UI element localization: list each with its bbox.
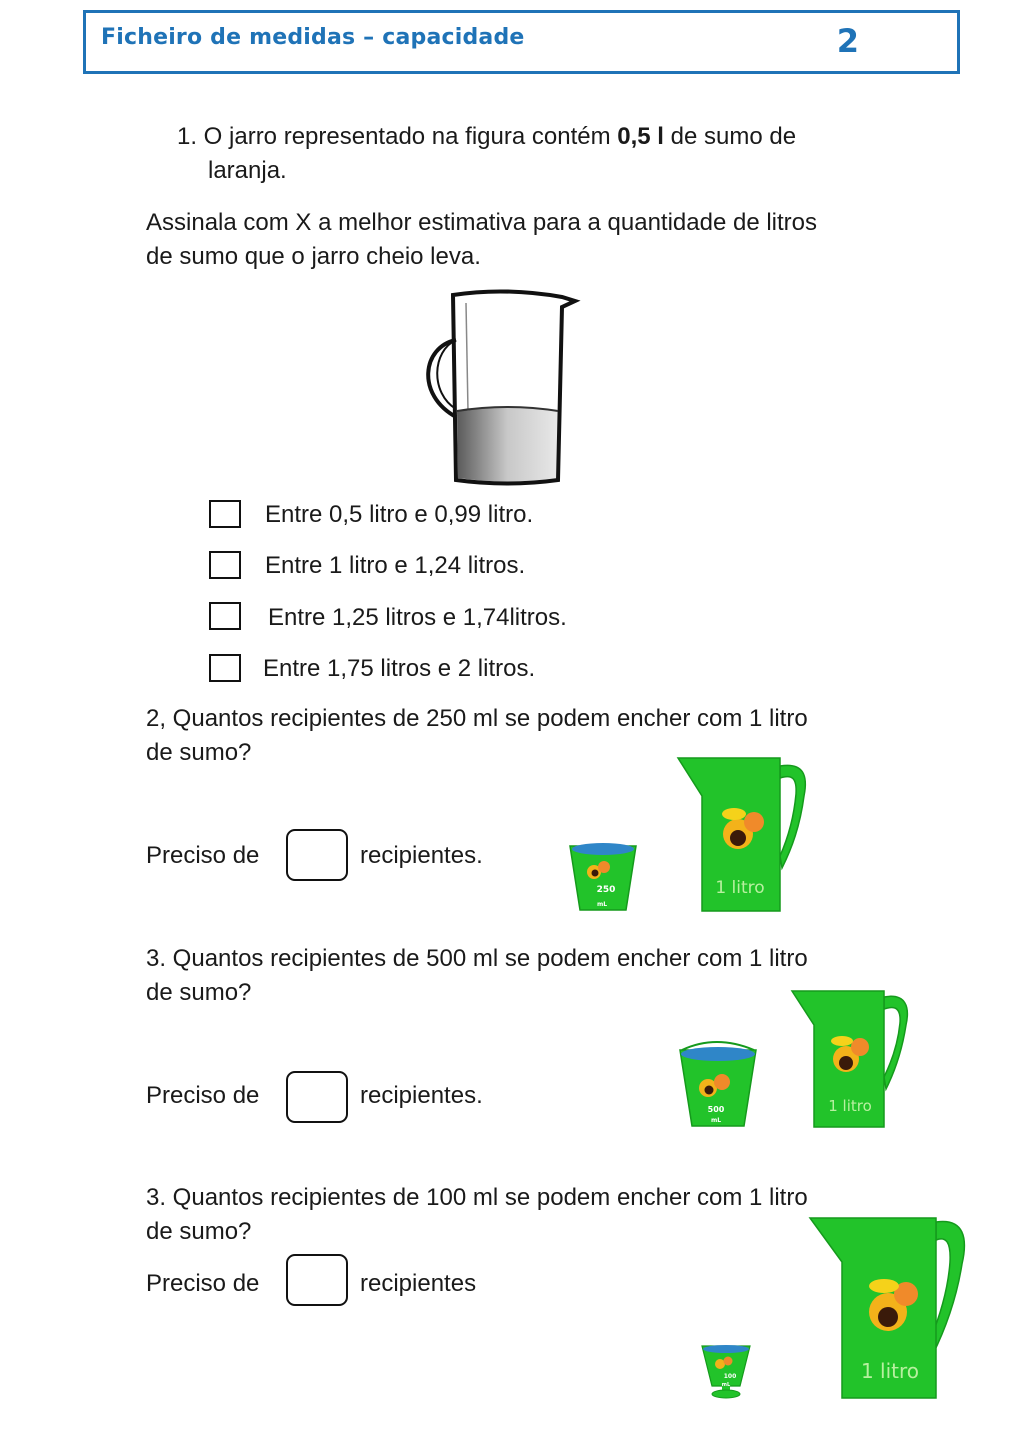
cup-250-label-bottom: mL [596,901,608,908]
q2-question-line1: 2, Quantos recipientes de 250 ml se podem encher com 1 litro [146,705,808,732]
option-checkbox-1[interactable] [209,500,241,528]
page-header [83,10,960,74]
q1-quantity: 0,5 l [617,123,664,150]
q2-answer-prefix: Preciso de [146,842,260,869]
jug-1-litro-image [676,756,808,914]
jug-1-litro-image-2 [790,989,910,1131]
glass-100-label-bottom: mL [721,1382,731,1388]
option-checkbox-3[interactable] [209,602,241,630]
cup-250ml-image [568,840,638,912]
option-label-3: Entre 1,25 litros e 1,74litros. [268,604,567,631]
q1-statement-line2: laranja. [208,157,287,184]
q1-instruction-line2: de sumo que o jarro cheio leva. [146,243,481,270]
q3-answer-suffix: recipientes. [360,1082,483,1109]
q4-answer-suffix: recipientes [360,1270,477,1297]
jug-3-label: 1 litro [860,1359,920,1383]
bucket-500ml-image [676,1040,760,1128]
q3-answer-box[interactable] [286,1071,348,1123]
measuring-jug-image [410,285,590,490]
q4-question-line1: 3. Quantos recipientes de 100 ml se podem encher com 1 litro [146,1184,808,1211]
q4-answer-box[interactable] [286,1254,348,1306]
q1-text-post: de sumo de [663,123,797,150]
q3-answer-prefix: Preciso de [146,1082,260,1109]
glass-100ml-image [700,1342,752,1400]
q1-text-pre: 1. O jarro representado na figura contém [177,123,618,150]
bucket-500-label-bottom: mL [710,1117,722,1124]
worksheet-number: 2 [836,22,859,60]
jug-1-label: 1 litro [715,878,765,898]
option-label-4: Entre 1,75 litros e 2 litros. [263,655,536,682]
option-checkbox-4[interactable] [209,654,241,682]
option-checkbox-2[interactable] [209,551,241,579]
q4-answer-prefix: Preciso de [146,1270,260,1297]
q3-question-line1: 3. Quantos recipientes de 500 ml se podem encher com 1 litro [146,945,808,972]
option-label-2: Entre 1 litro e 1,24 litros. [265,552,526,579]
q4-question-line2: de sumo? [146,1218,252,1245]
q1-instruction-line1: Assinala com X a melhor estimativa para a quantidade de litros [146,209,818,236]
option-label-1: Entre 0,5 litro e 0,99 litro. [265,501,534,528]
q3-question-line2: de sumo? [146,979,252,1006]
q1-statement-line1 [177,120,796,154]
q2-answer-suffix: recipientes. [360,842,483,869]
cup-250-label-top: 250 [596,885,616,895]
q2-question-line2: de sumo? [146,739,252,766]
q2-answer-box[interactable] [286,829,348,881]
glass-100-label-top: 100 [723,1373,737,1380]
jug-2-label: 1 litro [828,1097,872,1115]
jug-1-litro-image-3 [808,1216,968,1402]
bucket-500-label-top: 500 [707,1105,725,1114]
worksheet-title: Ficheiro de medidas – capacidade [101,25,525,50]
